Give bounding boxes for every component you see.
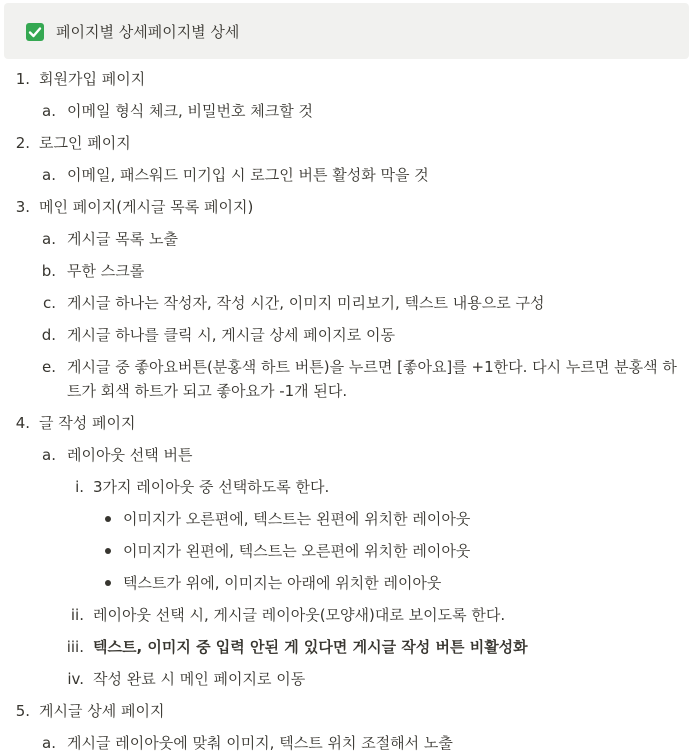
list-item: 게시글 목록 노출	[67, 230, 178, 248]
bullet-dot	[105, 580, 111, 586]
list-item: 글 작성 페이지	[39, 414, 136, 432]
list-marker: 5.	[15, 702, 30, 720]
check-box-icon	[25, 22, 45, 42]
list-marker: a.	[42, 230, 56, 248]
list-marker: 2.	[15, 134, 30, 152]
list-marker: i.	[75, 478, 84, 496]
list-item: 메인 페이지(게시글 목록 페이지)	[39, 198, 254, 216]
list-marker: c.	[42, 294, 56, 312]
list-marker: iii.	[66, 638, 84, 656]
list-marker: d.	[41, 326, 56, 344]
list-item: 무한 스크롤	[67, 262, 145, 280]
list-marker: e.	[42, 358, 56, 376]
list-item: 작성 완료 시 메인 페이지로 이동	[93, 670, 306, 688]
list-item: 3가지 레이아웃 중 선택하도록 한다.	[93, 478, 330, 496]
list-marker: 1.	[15, 70, 30, 88]
list-item: 레이아웃 선택 버튼	[67, 446, 193, 464]
list-marker: a.	[42, 166, 56, 184]
list-item: 게시글 하나를 클릭 시, 게시글 상세 페이지로 이동	[67, 326, 395, 344]
list-marker: iv.	[67, 670, 84, 688]
list-marker: a.	[42, 734, 56, 752]
list-item: 게시글 중 좋아요버튼(분홍색 하트 버튼)을 누르면 [좋아요]를 +1한다. 다시 누르면 분홍색 하트가 회색 하트가 되고 좋아요가 -1개 된다.	[67, 358, 677, 400]
callout-title: 페이지별 상세페이지별 상세	[56, 23, 240, 41]
list-marker: b.	[41, 262, 56, 280]
list-item: 이메일, 패스워드 미기입 시 로그인 버튼 활성화 막을 것	[67, 166, 429, 184]
list-marker: a.	[42, 102, 56, 120]
list-item: 로그인 페이지	[39, 134, 131, 152]
list-item: 레이아웃 선택 시, 게시글 레이아웃(모양새)대로 보이도록 한다.	[93, 606, 506, 624]
callout-block	[4, 3, 689, 59]
list-item: 회원가입 페이지	[39, 70, 146, 88]
list-marker: 3.	[15, 198, 30, 216]
list-marker: a.	[42, 446, 56, 464]
list-item: 텍스트, 이미지 중 입력 안된 게 있다면 게시글 작성 버튼 비활성화	[93, 638, 528, 656]
list-item: 이메일 형식 체크, 비밀번호 체크할 것	[67, 102, 313, 120]
bullet-dot	[105, 548, 111, 554]
list-item: 텍스트가 위에, 이미지는 아래에 위치한 레이아웃	[123, 574, 442, 592]
list-marker: 4.	[15, 414, 30, 432]
list-item: 게시글 하나는 작성자, 작성 시간, 이미지 미리보기, 텍스트 내용으로 구성	[67, 294, 545, 312]
list-item: 이미지가 오른편에, 텍스트는 왼편에 위치한 레이아웃	[123, 510, 471, 528]
list-item: 게시글 레이아웃에 맞춰 이미지, 텍스트 위치 조절해서 노출	[67, 734, 453, 752]
bullet-dot	[105, 516, 111, 522]
list-item: 게시글 상세 페이지	[39, 702, 165, 720]
list-marker: ii.	[70, 606, 84, 624]
list-item: 이미지가 왼편에, 텍스트는 오른편에 위치한 레이아웃	[123, 542, 471, 560]
